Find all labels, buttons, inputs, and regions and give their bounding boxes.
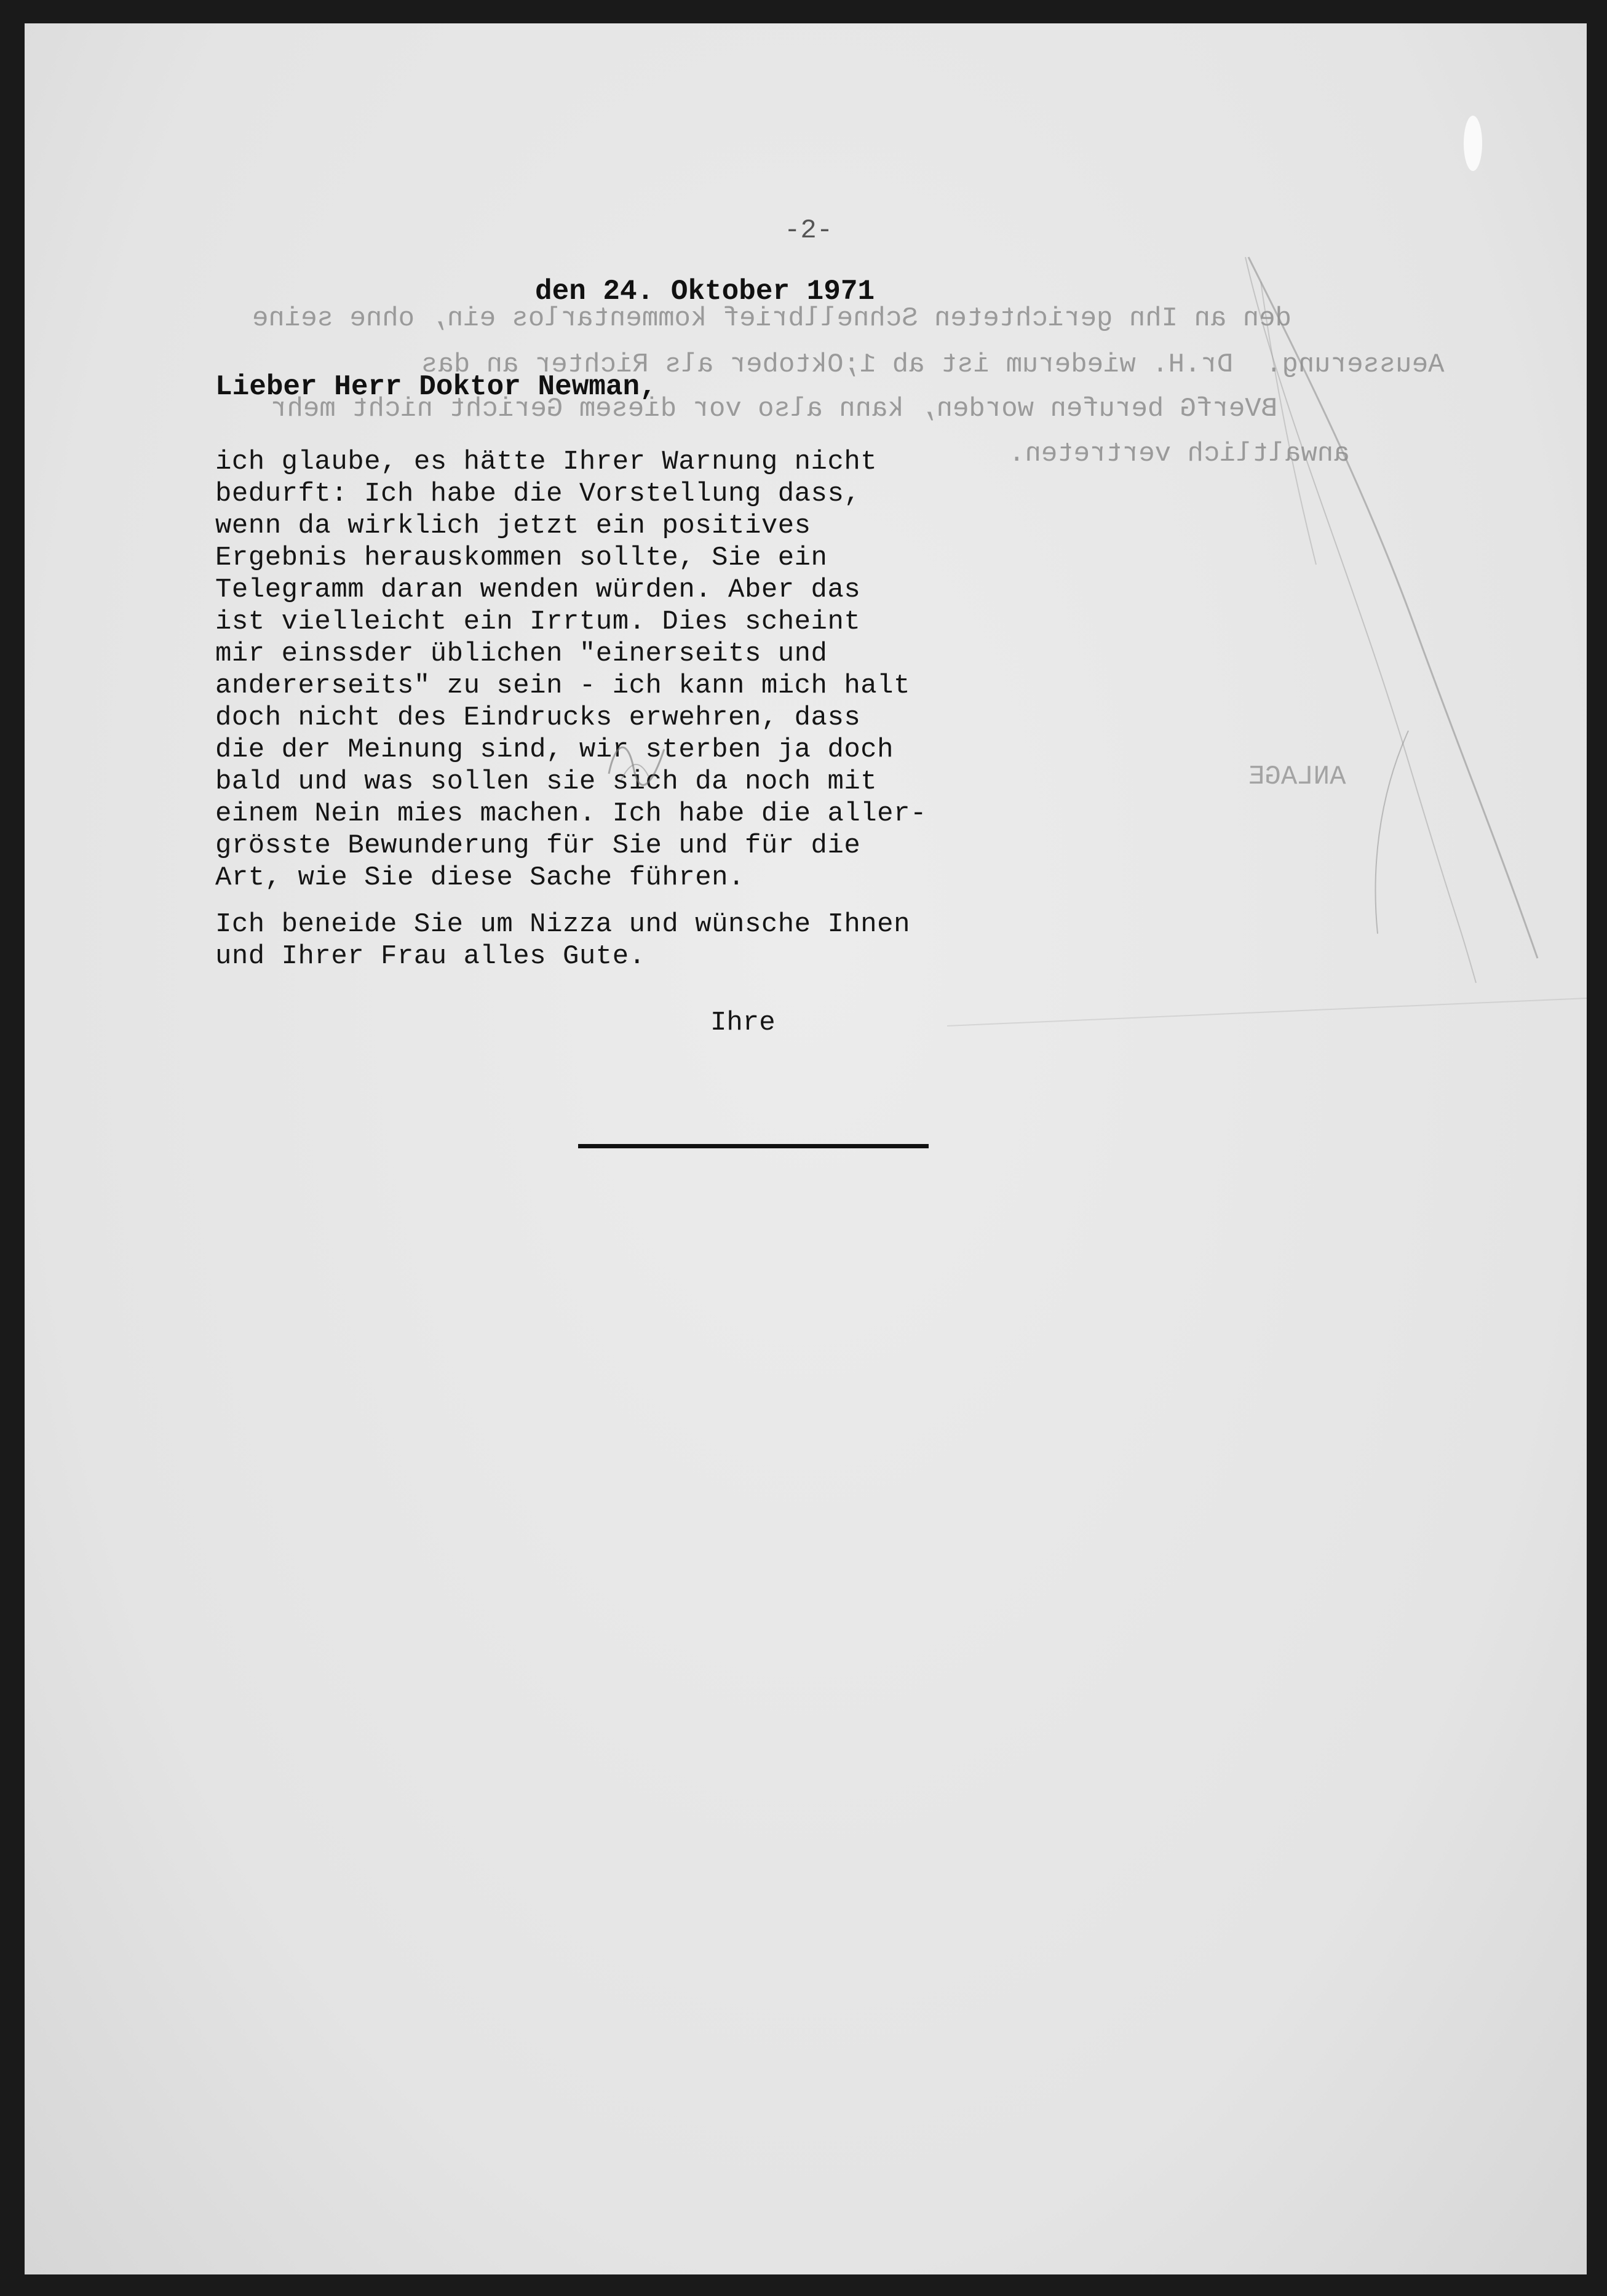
closing: Ihre [710, 1007, 776, 1038]
body-line: doch nicht des Eindrucks erwehren, dass [215, 702, 861, 733]
salutation: Lieber Herr Doktor Newman, [215, 371, 657, 403]
page-number: -2- [784, 215, 833, 246]
body-line: mir einssder üblichen "einerseits und [215, 638, 828, 669]
body-line: bald und was sollen sie sich da noch mit [215, 766, 878, 797]
body-line: die der Meinung sind, wir sterben ja doch [215, 734, 894, 765]
body-line: und Ihrer Frau alles Gute. [215, 941, 646, 972]
body-line: grösste Bewunderung für Sie und für die [215, 830, 861, 861]
body-line: ich glaube, es hätte Ihrer Warnung nicht [215, 447, 878, 477]
body-line: ist vielleicht ein Irrtum. Dies scheint [215, 606, 861, 637]
body-line: Ich beneide Sie um Nizza und wünsche Ihnen [215, 909, 910, 940]
show-through-line: BVerfG berufen worden, kann also vor diesem Gericht nicht mehr [271, 394, 1278, 424]
body-line: wenn da wirklich jetzt ein positives [215, 510, 811, 541]
body-line: bedurft: Ich habe die Vorstellung dass, [215, 479, 861, 509]
body-line: einem Nein mies machen. Ich habe die aller- [215, 798, 927, 829]
punch-hole [1464, 116, 1482, 171]
body-line: andererseits" zu sein - ich kann mich halt [215, 670, 910, 701]
body-line: Ergebnis herauskommen sollte, Sie ein [215, 542, 828, 573]
body-line: Art, wie Sie diese Sache führen. [215, 862, 745, 893]
show-through-line: den an Ihn gerichteten Schnellbrief kommentarlos ein, ohne seine [252, 303, 1292, 334]
body-line: Telegramm daran wenden würden. Aber das [215, 574, 861, 605]
show-through-line: anwaltlich vertreten. [1009, 439, 1350, 469]
letter-page [25, 23, 1587, 2274]
show-through-anlage: ANLAGE [1248, 761, 1346, 792]
letter-date: den 24. Oktober 1971 [535, 276, 875, 308]
pencil-mark-icon [603, 731, 677, 792]
show-through-line: Aeusserung. Dr.H. wiederum ist ab 1;Oktober als Richter an das [421, 349, 1445, 380]
signature-line [578, 1144, 929, 1148]
